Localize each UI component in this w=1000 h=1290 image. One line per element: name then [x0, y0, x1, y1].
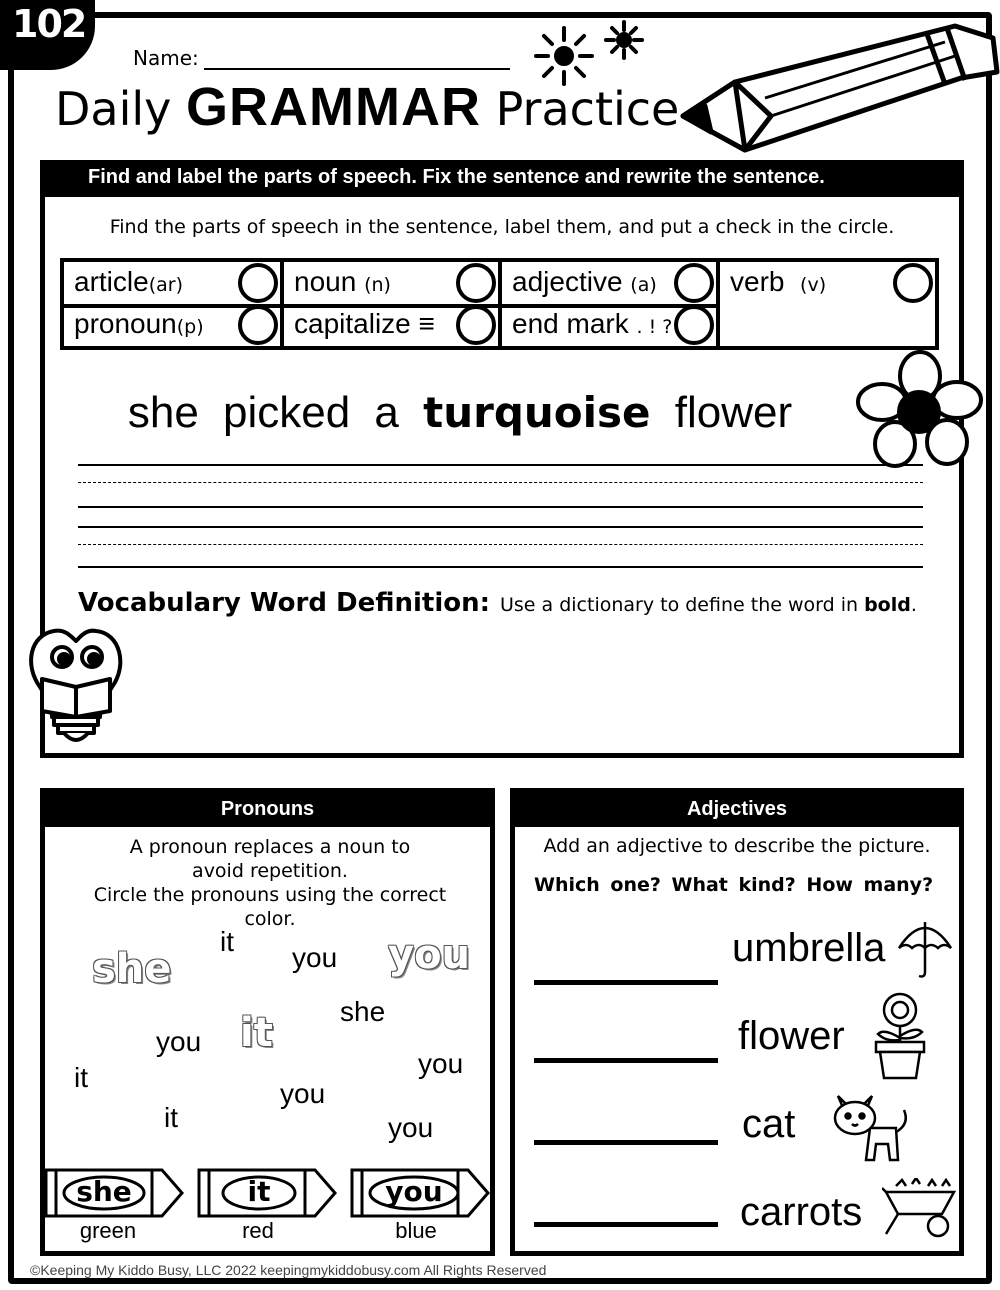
crayon-word: she	[76, 1175, 132, 1208]
pos-label: verb (v)	[730, 266, 827, 297]
pos-label: noun (n)	[294, 266, 391, 297]
crayon-green	[44, 1168, 184, 1218]
pos-label: end mark . ! ?	[512, 308, 673, 339]
pos-cell-verb	[720, 262, 935, 304]
pronouns-instructions: A pronoun replaces a noun to avoid repetition. Circle the pronouns using the correct color.	[93, 836, 447, 930]
checkbox-noun[interactable]	[456, 263, 496, 303]
pronoun-word[interactable]: you	[156, 1026, 202, 1057]
title-grammar: GRAMMAR	[186, 77, 481, 137]
pronoun-word[interactable]: it	[220, 926, 234, 957]
writing-line[interactable]	[78, 506, 923, 508]
umbrella-icon	[895, 914, 955, 980]
pronoun-word[interactable]: she	[340, 996, 386, 1027]
checkbox-article[interactable]	[238, 263, 278, 303]
writing-guide-line	[78, 544, 923, 545]
adjective-noun: cat	[742, 1102, 796, 1146]
writing-line[interactable]	[78, 464, 923, 466]
vocab-instruction: Use a dictionary to define the word in bold.	[500, 594, 917, 616]
pronoun-word[interactable]: you	[418, 1048, 464, 1079]
sentence-start: she picked a	[127, 388, 399, 437]
writing-line[interactable]	[78, 526, 923, 528]
name-input-line[interactable]	[204, 68, 510, 70]
pos-label: capitalize ≡	[294, 308, 435, 339]
pos-cell-capitalize	[284, 304, 502, 346]
adjective-answer-line[interactable]	[534, 980, 718, 985]
writing-line[interactable]	[78, 566, 923, 568]
section-instructions: Find the parts of speech in the sentence, label them, and put a check in the circle.	[109, 216, 895, 238]
potted-flower-icon	[868, 990, 934, 1082]
title-practice: Practice	[495, 82, 680, 136]
adjective-noun: carrots	[740, 1190, 863, 1234]
adjective-noun: flower	[738, 1014, 845, 1058]
pronoun-word[interactable]: you	[388, 1112, 434, 1143]
adjectives-header: Adjectives	[515, 793, 959, 827]
checkbox-capitalize[interactable]	[456, 305, 496, 345]
worksheet-title	[55, 76, 679, 138]
pos-label: article(ar)	[74, 266, 183, 297]
crayon-red	[197, 1168, 337, 1218]
sentence-end: flower	[674, 388, 793, 437]
section-header: Find and label the parts of speech. Fix the sentence and rewrite the sentence.	[40, 160, 964, 197]
pronoun-word[interactable]: you	[292, 942, 338, 973]
vocab-label: Vocabulary Word Definition:	[78, 588, 491, 618]
checkbox-pronoun[interactable]	[238, 305, 278, 345]
adjectives-instruction: Add an adjective to describe the picture.	[543, 835, 931, 857]
pos-cell-article	[64, 262, 284, 304]
pencil-icon	[675, 20, 1000, 160]
checkbox-verb[interactable]	[893, 263, 933, 303]
pos-cell-end-mark	[502, 304, 720, 346]
pronoun-word[interactable]: you	[388, 932, 471, 978]
cat-icon	[830, 1086, 912, 1166]
crayon-color-label: red	[242, 1218, 274, 1243]
parts-of-speech-section	[40, 160, 964, 758]
pos-cell-adjective	[502, 262, 720, 304]
crayon-word: you	[385, 1175, 443, 1208]
copyright-footer: ©Keeping My Kiddo Busy, LLC 2022 keepingmykiddobusy.com All Rights Reserved	[30, 1262, 547, 1278]
crayon-word: it	[247, 1175, 271, 1208]
pronouns-header: Pronouns	[45, 793, 490, 827]
pos-label: adjective (a)	[512, 266, 657, 297]
crayon-blue	[350, 1168, 490, 1218]
checkbox-end-mark[interactable]	[674, 305, 714, 345]
practice-sentence	[0, 388, 1000, 438]
pronoun-word[interactable]: it	[164, 1102, 178, 1133]
adjective-answer-line[interactable]	[534, 1140, 718, 1145]
pronoun-word[interactable]: she	[92, 946, 172, 992]
pos-cell-noun	[284, 262, 502, 304]
parts-of-speech-table	[60, 258, 939, 350]
pronoun-word[interactable]: you	[280, 1078, 326, 1109]
pronoun-word[interactable]: it	[74, 1062, 88, 1093]
pronoun-word[interactable]: it	[240, 1010, 273, 1056]
lightbulb-reading-icon	[20, 625, 138, 750]
name-label: Name:	[133, 46, 199, 70]
crayon-color-label: green	[79, 1218, 137, 1243]
adjectives-questions: Which one? What kind? How many?	[534, 874, 934, 896]
adjective-answer-line[interactable]	[534, 1058, 718, 1063]
adjective-noun: umbrella	[732, 926, 886, 970]
pos-cell-pronoun	[64, 304, 284, 346]
page-number-badge: 102	[0, 0, 95, 70]
checkbox-adjective[interactable]	[674, 263, 714, 303]
writing-guide-line	[78, 482, 923, 483]
title-daily: Daily	[55, 82, 172, 136]
adjective-answer-line[interactable]	[534, 1222, 718, 1227]
vocab-word: turquoise	[423, 388, 651, 437]
flower-icon	[855, 350, 985, 475]
pos-label: pronoun(p)	[74, 308, 204, 339]
wheelbarrow-carrots-icon	[882, 1178, 958, 1240]
crayon-color-label: blue	[395, 1218, 437, 1243]
